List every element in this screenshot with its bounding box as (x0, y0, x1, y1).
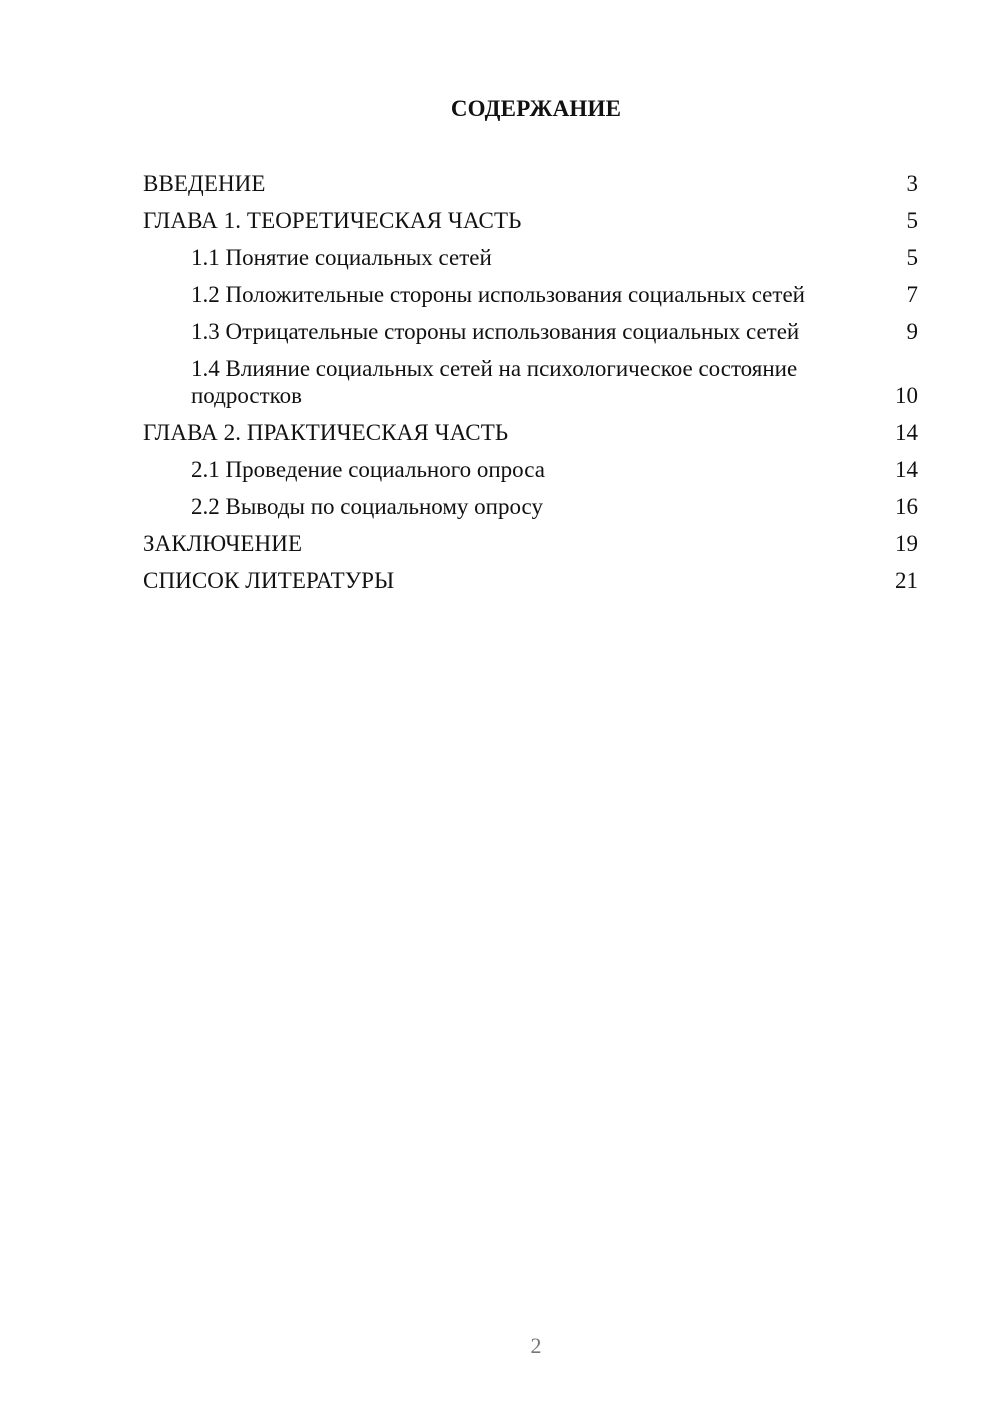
toc-entry-page: 21 (895, 568, 918, 593)
toc-entry-section-2-2[interactable] (143, 493, 918, 520)
toc-entry-page: 7 (906, 282, 918, 307)
toc-entry-references[interactable] (143, 567, 918, 594)
toc-entry-page: 19 (895, 531, 918, 556)
toc-entry-page: 5 (906, 245, 918, 270)
toc-entry-section-1-1[interactable] (143, 244, 918, 271)
toc-entry-page: 16 (895, 494, 918, 519)
toc-entry-title: 1.2 Положительные стороны использования социальных сетей (191, 282, 805, 307)
toc-entry-section-1-4[interactable] (143, 355, 918, 409)
toc-entry-title: 2.1 Проведение социального опроса (191, 457, 545, 482)
toc-entry-section-1-3[interactable] (143, 318, 918, 345)
toc-entry-title: 2.2 Выводы по социальному опросу (191, 494, 543, 519)
toc-entry-page: 3 (906, 171, 918, 196)
table-of-contents (143, 170, 918, 604)
toc-entry-title: ЗАКЛЮЧЕНИЕ (143, 531, 303, 556)
toc-entry-title: СПИСОК ЛИТЕРАТУРЫ (143, 568, 395, 593)
toc-entry-title: ВВЕДЕНИЕ (143, 171, 266, 196)
toc-entry-page: 5 (906, 208, 918, 233)
toc-entry-section-2-1[interactable] (143, 456, 918, 483)
toc-entry-title: 1.4 Влияние социальных сетей на психологическое состояние подростков (191, 356, 798, 408)
toc-entry-introduction[interactable] (143, 170, 918, 197)
toc-entry-conclusion[interactable] (143, 530, 918, 557)
page-number: 2 (530, 1333, 542, 1358)
toc-entry-title: 1.3 Отрицательные стороны использования социальных сетей (191, 319, 800, 344)
toc-entry-page: 14 (895, 457, 918, 482)
toc-entry-title: ГЛАВА 1. ТЕОРЕТИЧЕСКАЯ ЧАСТЬ (143, 208, 522, 233)
toc-entry-title: ГЛАВА 2. ПРАКТИЧЕСКАЯ ЧАСТЬ (143, 420, 509, 445)
toc-entry-title: 1.1 Понятие социальных сетей (191, 245, 492, 270)
toc-entry-page: 14 (895, 420, 918, 445)
toc-entry-page: 9 (906, 319, 918, 344)
toc-entry-section-1-2[interactable] (143, 281, 918, 308)
toc-entry-chapter-2[interactable] (143, 419, 918, 446)
page-title: СОДЕРЖАНИЕ (450, 96, 622, 121)
toc-entry-chapter-1[interactable] (143, 207, 918, 234)
toc-entry-page: 10 (895, 383, 918, 408)
